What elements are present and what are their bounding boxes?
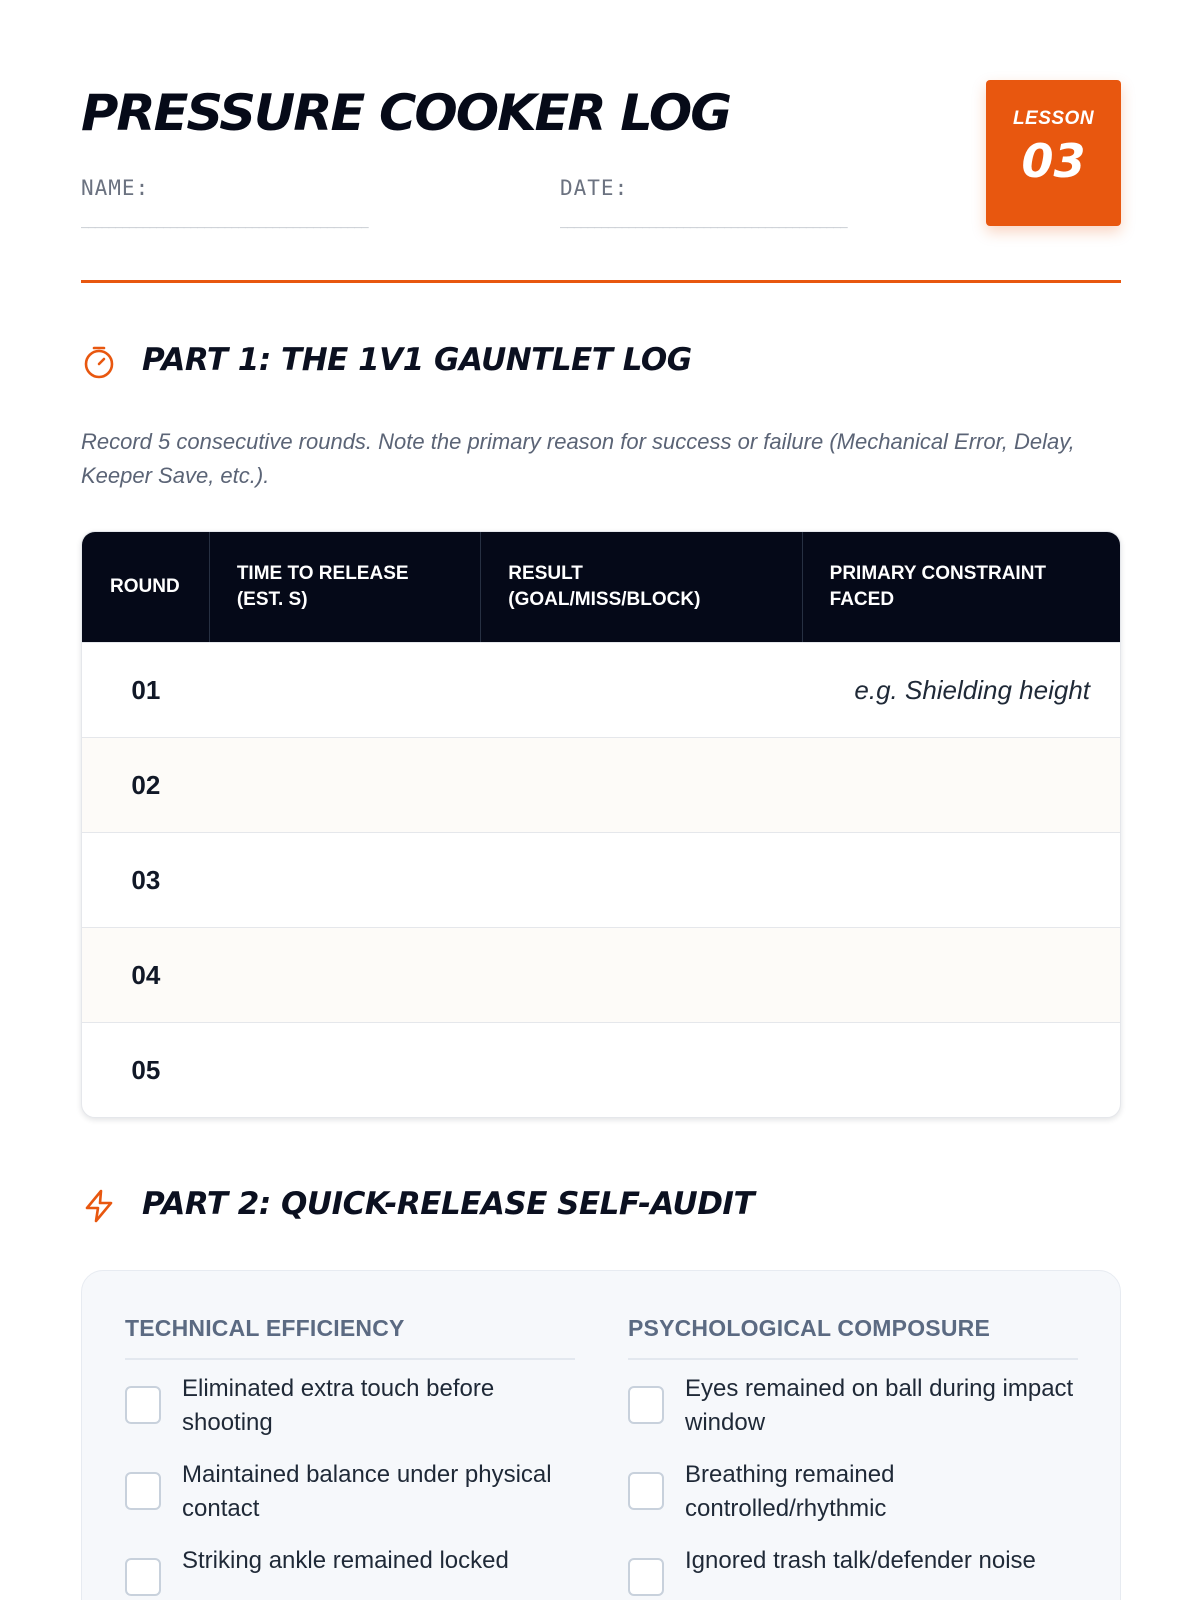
part1-instructions: Record 5 consecutive rounds. Note the primary reason for success or failure (Mechanical Error, Delay, Keeper Save, etc.).: [81, 429, 1075, 488]
time-cell[interactable]: [210, 738, 481, 832]
col-header-round: ROUND: [82, 532, 210, 642]
checkbox[interactable]: [125, 1386, 161, 1424]
table-header: [82, 532, 1120, 642]
table-row: [82, 1022, 1120, 1117]
round-cell: 04: [131, 959, 161, 990]
col-header-time: TIME TO RELEASE (EST. S): [210, 532, 481, 642]
checkbox[interactable]: [628, 1472, 664, 1510]
round-cell: 05: [131, 1054, 161, 1085]
part2-title: PART 2: QUICK-RELEASE SELF-AUDIT: [142, 1186, 755, 1222]
name-label: NAME:: [81, 176, 150, 200]
checklist-item[interactable]: [628, 1446, 1078, 1532]
table-row: [82, 832, 1120, 927]
constraint-cell[interactable]: [803, 928, 1120, 1022]
lesson-badge: [986, 80, 1121, 226]
part1-heading: [81, 342, 1121, 382]
result-cell[interactable]: [481, 738, 802, 832]
checklist-item-label: Eyes remained on ball during impact window: [685, 1375, 1074, 1436]
result-cell[interactable]: [481, 833, 802, 927]
page-title: PRESSURE COOKER LOG: [81, 84, 731, 142]
checklist-item-label: Breathing remained controlled/rhythmic: [685, 1461, 895, 1522]
checklist-item[interactable]: [628, 1360, 1078, 1446]
table-body: [82, 642, 1120, 1117]
checklist-item[interactable]: [125, 1446, 575, 1532]
checkbox[interactable]: [628, 1558, 664, 1596]
col-header-constraint: PRIMARY CONSTRAINT FACED: [829, 563, 1047, 610]
date-label: DATE:: [560, 176, 629, 200]
checklist-item[interactable]: [125, 1360, 575, 1446]
checklist-item-label: Ignored trash talk/defender noise: [685, 1547, 1036, 1574]
header-divider: [81, 280, 1121, 283]
col-header-result: RESULT (GOAL/MISS/BLOCK): [481, 532, 802, 642]
name-blank-line[interactable]: __________________________________________: [81, 214, 368, 229]
date-blank-line[interactable]: __________________________________________: [560, 214, 847, 229]
checkbox[interactable]: [125, 1472, 161, 1510]
part2-heading: [81, 1186, 1121, 1226]
lesson-number: 03: [1021, 134, 1086, 188]
checkbox[interactable]: [628, 1386, 664, 1424]
name-field: [81, 176, 445, 229]
table-row: [82, 642, 1120, 737]
time-cell[interactable]: [210, 1023, 481, 1117]
table-row: [82, 927, 1120, 1022]
constraint-cell[interactable]: [803, 833, 1120, 927]
result-cell[interactable]: [481, 643, 802, 737]
round-cell: 03: [131, 864, 161, 895]
gauntlet-log-table: [81, 531, 1121, 1118]
checklist-item-label: Maintained balance under physical contact: [182, 1461, 552, 1522]
part1-title: PART 1: THE 1V1 GAUNTLET LOG: [142, 342, 692, 378]
constraint-cell[interactable]: [803, 1023, 1120, 1117]
time-cell[interactable]: [210, 928, 481, 1022]
checklist-item[interactable]: [125, 1532, 575, 1600]
checklist-item[interactable]: [628, 1532, 1078, 1600]
checklist-item-label: Eliminated extra touch before shooting: [182, 1375, 495, 1436]
time-cell[interactable]: [210, 833, 481, 927]
date-field: [560, 176, 924, 229]
stopwatch-icon: [81, 344, 117, 380]
round-cell: 02: [131, 769, 161, 800]
time-cell[interactable]: [210, 643, 481, 737]
checkbox[interactable]: [125, 1558, 161, 1596]
checklist-item-label: Striking ankle remained locked: [182, 1547, 509, 1574]
result-cell[interactable]: [481, 928, 802, 1022]
result-cell[interactable]: [481, 1023, 802, 1117]
self-audit-panel: [81, 1270, 1121, 1600]
lesson-label: LESSON: [1012, 108, 1095, 129]
lightning-icon: [81, 1188, 117, 1224]
round-cell: 01: [131, 674, 161, 705]
psychological-composure-column: [628, 1315, 1078, 1600]
psychological-composure-heading: PSYCHOLOGICAL COMPOSURE: [628, 1315, 1078, 1360]
constraint-cell[interactable]: [803, 738, 1120, 832]
worksheet-page: [81, 0, 1121, 1600]
table-row: [82, 737, 1120, 832]
technical-efficiency-heading: TECHNICAL EFFICIENCY: [125, 1315, 575, 1360]
constraint-cell[interactable]: e.g. Shielding height: [854, 674, 1091, 705]
technical-efficiency-column: [125, 1315, 575, 1600]
